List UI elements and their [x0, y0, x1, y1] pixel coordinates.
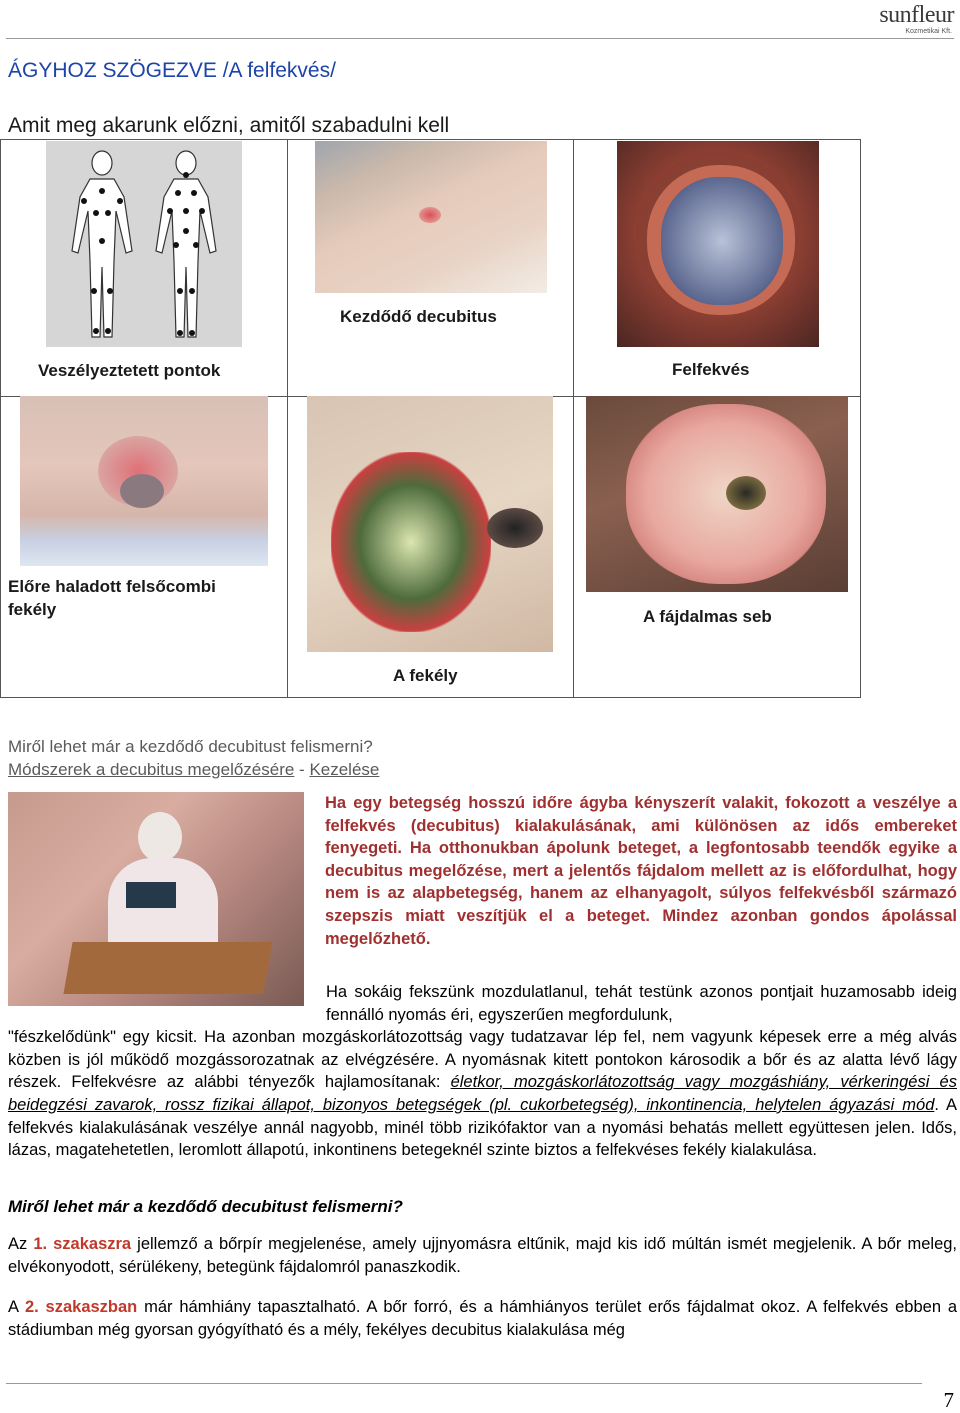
caption-painful-wound: A fájdalmas seb — [643, 607, 772, 626]
page-title: ÁGYHOZ SZÖGEZVE /A felfekvés/ — [8, 59, 336, 82]
ulcer-wound-shape — [331, 452, 491, 632]
grid-border-left — [0, 139, 1, 697]
caption-advanced-ulcer-line2: fekély — [8, 600, 57, 619]
caption-beginning-decubitus: Kezdődő decubitus — [340, 307, 497, 326]
body-risk-points-diagram — [46, 141, 242, 347]
head-shape — [138, 812, 182, 862]
question-link[interactable]: Miről lehet már a kezdődő decubitust felismerni? — [8, 737, 373, 756]
book-shape — [126, 882, 176, 908]
body-text: "fészkelődünk" egy kicsit. Ha azonban mozgáskorlátozottság vagy tudatzavar lép fel, nem vagyunk képesek erre a még alvás közben is jól működő mozgássorozatnak az elvégzésére. A nyomásnak kitett pontokon károsodik a bőr és az alatta lévő lágy részek. Felfekvésre az alábbi tényezők hajlamosítanak: — [8, 1028, 957, 1092]
ulcer-photo — [307, 396, 553, 652]
stage2-label: 2. szakaszban — [24, 1298, 138, 1316]
methods-links — [8, 760, 379, 780]
body-text-after: . A felfekvés kialakulásának veszélye annál nagyobb, minél több rizikófaktor van a nyomási behatás mellett együttesen jelen. Idős, lázas, magatehetetlen, leromlott állapotú, inkontinens betegeknél szinte biztos a felfekvéses fekély kialakulása. — [8, 1095, 958, 1160]
stage2-pre: A — [8, 1298, 25, 1316]
necrosis-shape — [726, 476, 766, 510]
recognition-question-heading: Miről lehet már a kezdődő decubitust felismerni? — [8, 1197, 403, 1216]
caption-risk-points: Veszélyeztetett pontok — [38, 361, 221, 380]
grid-border-bottom — [0, 697, 861, 698]
risk-factors-text: életkor, mozgáskorlátozottság vagy mozgáshiány, vérkeringési és beidegzési zavarok, rossz fizikai állapot, bizonyos betegségek (pl. cukorbetegség), inkontinencia, helytelen ágyazási mód — [8, 1073, 957, 1114]
header-divider — [6, 38, 954, 39]
elderly-woman-photo — [8, 792, 304, 1006]
beginning-decubitus-photo — [315, 141, 547, 293]
photo-grid — [0, 139, 861, 697]
pressure-ulcer-photo — [617, 141, 819, 347]
advanced-thigh-ulcer-photo — [20, 396, 268, 566]
painful-wound-photo — [586, 396, 848, 592]
body-first-line: Ha sokáig fekszünk mozdulatlanul, tehát testünk azonos pontjait huzamosabb ideig fennálló nyomás éri, egyszerűen megfordulunk, — [326, 983, 957, 1024]
ulcer-shape — [120, 474, 164, 508]
stage2-text: már hámhiány tapasztalható. A bőr forró, és a hámhiányos terület erős fájdalmat okoz. A felfekvés ebben a stádiumban még gyorsan gyógyítható és a mély, fekélyes decubitus kialakulása még — [8, 1298, 958, 1339]
shadow-shape — [487, 508, 543, 548]
caption-advanced-ulcer-line1: Előre haladott felsőcombi — [8, 577, 216, 596]
methods-link[interactable]: Módszerek a decubitus megelőzésére — [8, 760, 295, 779]
grid-border-right — [860, 139, 861, 697]
wound-center-shape — [661, 177, 783, 305]
body-paragraph — [8, 981, 957, 1162]
brand-subtitle: Kozmetikai Kft. — [905, 28, 952, 35]
page-subtitle: Amit meg akarunk előzni, amitől szabadulni kell — [8, 114, 450, 137]
treatment-link[interactable]: Kezelése — [309, 760, 380, 779]
page-number: 7 — [943, 1388, 954, 1412]
brand-logo: sunfleur — [879, 2, 954, 28]
grid-border-col1 — [287, 139, 288, 697]
caption-pressure-ulcer: Felfekvés — [672, 360, 750, 379]
grid-border-top — [0, 139, 861, 140]
grid-border-col2 — [573, 139, 574, 697]
stage1-label: 1. szakaszra — [33, 1235, 132, 1253]
link-separator: - — [294, 760, 310, 779]
footer-divider — [6, 1383, 922, 1384]
stage1-text: jellemző a bőrpír megjelenése, amely ujjnyomásra eltűnik, majd kis idő múltán ismét megjelenik. A bőr meleg, elvékonyodott, sérülékeny, betegünk fájdalomról panaszkodik. — [8, 1235, 958, 1276]
stage1-paragraph — [8, 1233, 957, 1278]
stage2-paragraph — [8, 1296, 957, 1341]
stage1-pre: Az — [8, 1235, 34, 1253]
intro-paragraph: Ha egy betegség hosszú időre ágyba kényszerít valakit, fokozott a veszélye a felfekvés (decubitus) kialakulásának, ami különösen az idős embereket fenyegeti. Ha otthonukban ápolunk beteget, a legfontosabb teendők egyike a decubitus megelőzése, mert a jelentős fájdalom mellett az is előfordulhat, hogy nem is az alapbetegség, hanem az elhanyagolt, súlyos felfekvésből származó szepszis miatt veszítjük el a beteget. Mindez azonban gondos ápolással megelőzhető. — [325, 794, 957, 948]
body-figures-icon — [46, 141, 242, 347]
red-spot-shape — [419, 207, 441, 223]
caption-ulcer: A fekély — [393, 666, 458, 685]
